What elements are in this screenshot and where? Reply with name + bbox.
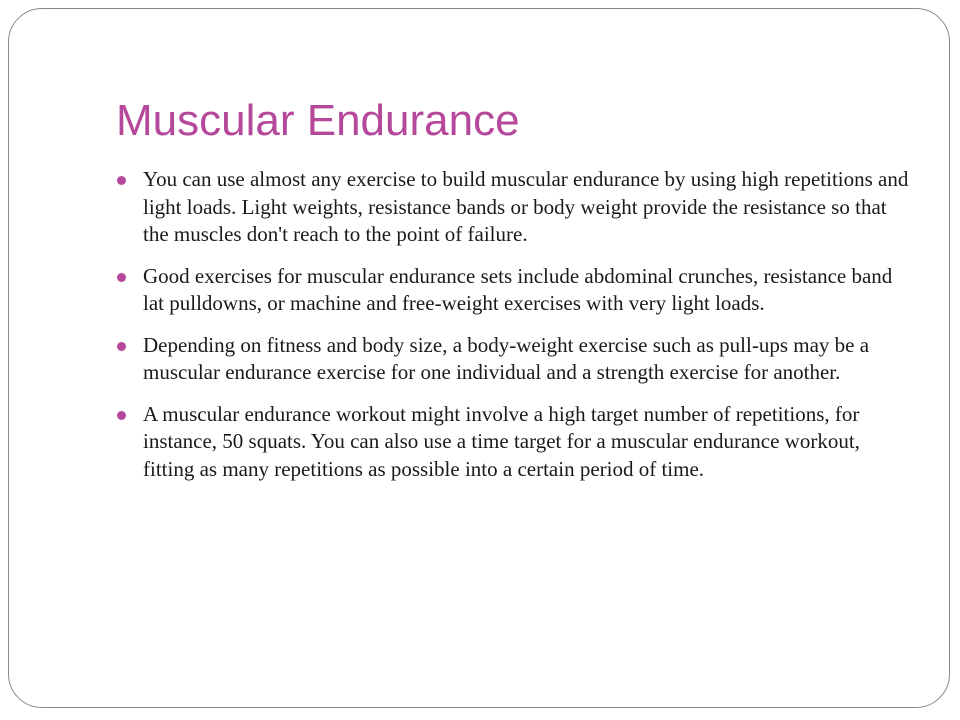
slide-frame	[8, 8, 950, 708]
bullet-text: A muscular endurance workout might involve a high target number of repetitions, for instance, 50 squats. You can also use a time target for a muscular endurance workout, fitting as many repetitions as possible into a certain period of time.	[143, 401, 860, 481]
bullet-text: Depending on fitness and body size, a body-weight exercise such as pull-ups may be a muscular endurance exercise for one individual and a strength exercise for another.	[143, 332, 870, 384]
bullet-dot-icon	[117, 176, 126, 185]
bullet-dot-icon	[117, 342, 126, 351]
bullet-dot-icon	[117, 273, 126, 282]
bullet-item	[116, 166, 916, 249]
bullet-dot-icon	[117, 411, 126, 420]
bullet-text: Good exercises for muscular endurance sets include abdominal crunches, resistance band lat pulldowns, or machine and free-weight exercises with very light loads.	[143, 263, 893, 315]
bullet-item	[116, 263, 916, 318]
slide-title: Muscular Endurance	[116, 96, 520, 145]
bullet-item	[116, 401, 916, 484]
bullet-item	[116, 332, 916, 387]
bullet-text: You can use almost any exercise to build muscular endurance by using high repetitions and light loads. Light weights, resistance bands or body weight provide the resistance so that the muscles don't reach to the point of failure.	[143, 167, 909, 246]
bullet-list	[116, 166, 916, 497]
